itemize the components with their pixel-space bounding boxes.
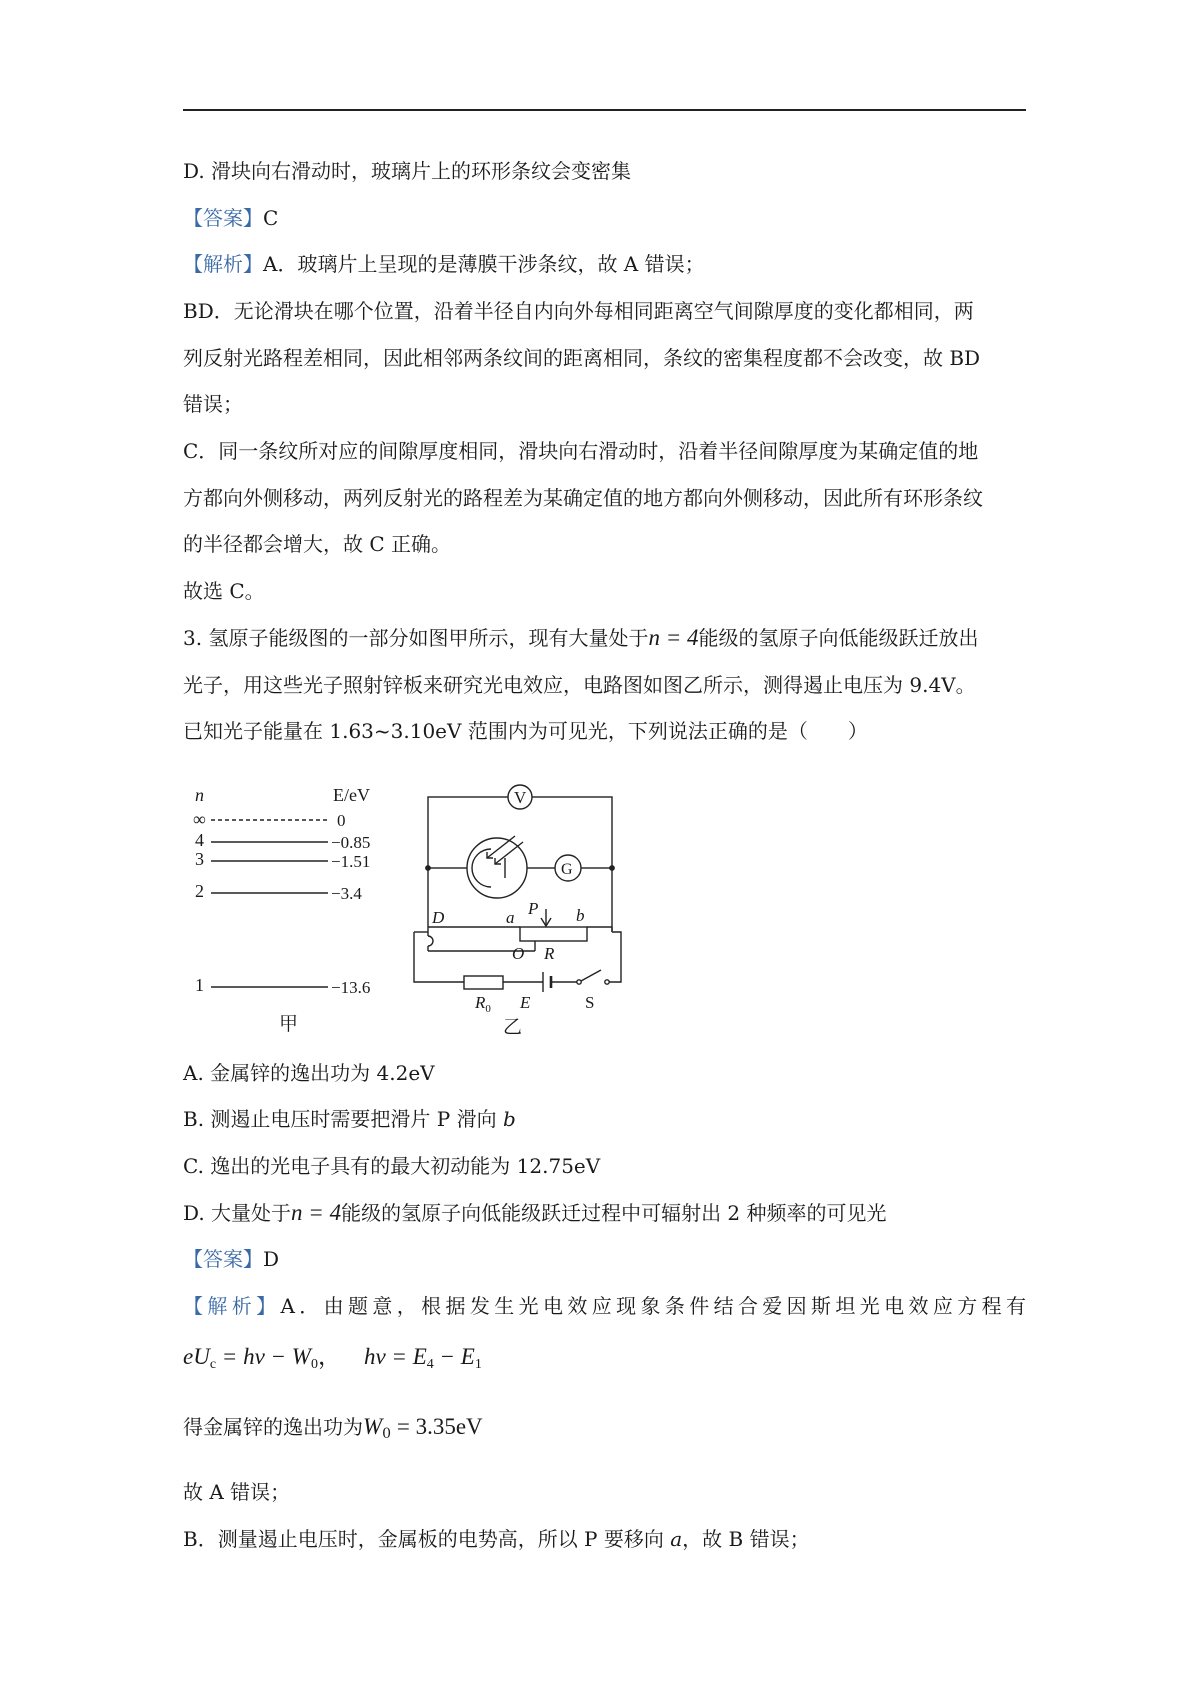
junction — [610, 866, 614, 870]
eq1-lhs: eU — [183, 1344, 210, 1369]
var-a: a — [670, 1527, 683, 1551]
level-e-inf: 0 — [337, 811, 346, 830]
option-b-var: b — [502, 1107, 516, 1131]
option-d-prev: D. 滑块向右滑动时，玻璃片上的环形条纹会变密集 — [183, 159, 632, 183]
question-3-line: 已知光子能量在 1.63~3.10eV 范围内为可见光，下列说法正确的是（ ） — [183, 719, 868, 743]
math-n4: n = 4 — [291, 1200, 342, 1225]
n-header: n — [195, 785, 204, 805]
junction — [426, 866, 430, 870]
answer-value: C — [263, 206, 279, 230]
option-c: C. 逸出的光电子具有的最大初动能为 12.75eV — [183, 1154, 601, 1178]
text-line: 列反射光路程差相同，因此相邻两条纹间的距离相同，条纹的密集程度都不会改变，故 BD — [183, 346, 981, 370]
rheostat — [520, 927, 587, 941]
wire-crossover — [428, 936, 433, 946]
label-b: b — [576, 906, 585, 925]
energy-level-diagram — [193, 785, 370, 1035]
eq2-sub2: 1 — [474, 1357, 482, 1372]
option-b-text: B. 测遏止电压时需要把滑片 P 滑向 — [183, 1107, 503, 1131]
text-span: B．测量遏止电压时，金属板的电势高，所以 P 要移向 — [183, 1527, 671, 1551]
level-n-2: 2 — [195, 881, 204, 901]
eq2-mid: − E — [433, 1344, 475, 1369]
level-e-2: −3.4 — [331, 884, 362, 903]
w0-value: = 3.35eV — [391, 1414, 483, 1439]
text-line: 方都向外侧移动，两列反射光的路程差为某确定值的地方都向外侧移动，因此所有环形条纹 — [183, 486, 983, 510]
level-e-1: −13.6 — [331, 978, 371, 997]
eq-separator: ， — [317, 1344, 341, 1369]
caption-yi: 乙 — [503, 1017, 523, 1038]
eq1-rhs-sub: 0 — [310, 1357, 318, 1372]
question-3-line: 光子，用这些光子照射锌板来研究光电效应，电路图如图乙所示，测得遏止电压为 9.4V。 — [183, 673, 976, 697]
voltmeter-label: V — [514, 788, 527, 807]
label-d: D — [432, 908, 445, 927]
text-span: ，故 B 错误； — [682, 1527, 810, 1551]
wire-bottom-left — [414, 932, 464, 982]
answer-value: D — [263, 1247, 280, 1271]
work-function-text: 得金属锌的逸出功为 — [183, 1415, 363, 1439]
galvanometer-label: G — [561, 861, 573, 878]
work-function-line — [183, 1413, 483, 1441]
text-line: 错误； — [183, 392, 243, 416]
caption-jia: 甲 — [279, 1014, 299, 1035]
text-line: 故选 C。 — [183, 579, 265, 603]
header-rule — [183, 109, 1026, 111]
switch-blade — [581, 970, 601, 981]
answer-label: 【答案】 — [183, 1247, 263, 1271]
explanation-label: 【解析】 — [183, 1294, 281, 1318]
wire-bottom-right — [609, 932, 621, 982]
label-s: S — [585, 993, 595, 1012]
w0-symbol: W — [363, 1414, 383, 1439]
answer-label: 【答案】 — [183, 206, 263, 230]
phototube — [467, 838, 527, 898]
text-line: BD．无论滑块在哪个位置，沿着半径自内向外每相同距离空气间隙厚度的变化都相同，两 — [183, 299, 974, 323]
level-n-inf: ∞ — [193, 809, 206, 829]
explanation-text: A．由题意，根据发生光电效应现象条件结合爱因斯坦光电效应方程有 — [280, 1294, 1026, 1318]
level-n-3: 3 — [195, 849, 204, 869]
option-a: A. 金属锌的逸出功为 4.2eV — [183, 1061, 435, 1085]
switch-contact — [605, 980, 609, 984]
question-3-line — [183, 624, 978, 652]
explanation-line — [183, 250, 705, 278]
e-header: E/eV — [333, 785, 370, 805]
math-n4: n = 4 — [648, 625, 699, 650]
w0-sub: 0 — [382, 1426, 392, 1442]
level-n-4: 4 — [195, 830, 204, 850]
level-e-3: −1.51 — [331, 852, 371, 871]
eq1-rhs: = hν − W — [216, 1344, 311, 1369]
answer-line — [183, 1245, 279, 1273]
option-b — [183, 1105, 516, 1133]
question-text: 3. 氢原子能级图的一部分如图甲所示，现有大量处于 — [183, 626, 649, 650]
text-line: 的半径都会增大，故 C 正确。 — [183, 532, 452, 556]
text-line — [183, 1525, 810, 1553]
explanation-label: 【解析】 — [183, 252, 263, 276]
label-r0: $R_0$ — [475, 993, 491, 1015]
explanation-text: A．玻璃片上呈现的是薄膜干涉条纹，故 A 错误； — [263, 252, 705, 276]
explanation-line — [183, 1292, 1026, 1320]
option-d-text: 能级的氢原子向低能级跃迁过程中可辐射出 2 种频率的可见光 — [341, 1201, 887, 1225]
eq2-sub1: 4 — [426, 1357, 434, 1372]
level-n-1: 1 — [195, 975, 204, 995]
label-p: P — [528, 899, 539, 918]
label-e: E — [520, 993, 531, 1012]
option-d-text: D. 大量处于 — [183, 1201, 292, 1225]
text-line: C．同一条纹所对应的间隙厚度相同，滑块向右滑动时，沿着半径间隙厚度为某确定值的地 — [183, 439, 979, 463]
eq1-lhs-sub: c — [209, 1357, 217, 1372]
eq2-lhs: hν = E — [363, 1344, 427, 1369]
question-figure — [183, 776, 703, 1038]
option-d — [183, 1199, 887, 1227]
label-r: R — [544, 944, 555, 963]
resistor-r0 — [464, 976, 503, 989]
label-o: O — [512, 944, 525, 963]
text-line: 故 A 错误； — [183, 1480, 291, 1504]
equation-line — [183, 1343, 482, 1371]
level-e-4: −0.85 — [331, 833, 371, 852]
answer-line-prev — [183, 204, 278, 232]
circuit-labels — [431, 788, 594, 1038]
label-a: a — [506, 908, 515, 927]
switch-pivot — [577, 980, 581, 984]
question-text: 能级的氢原子向低能级跃迁放出 — [698, 626, 979, 650]
